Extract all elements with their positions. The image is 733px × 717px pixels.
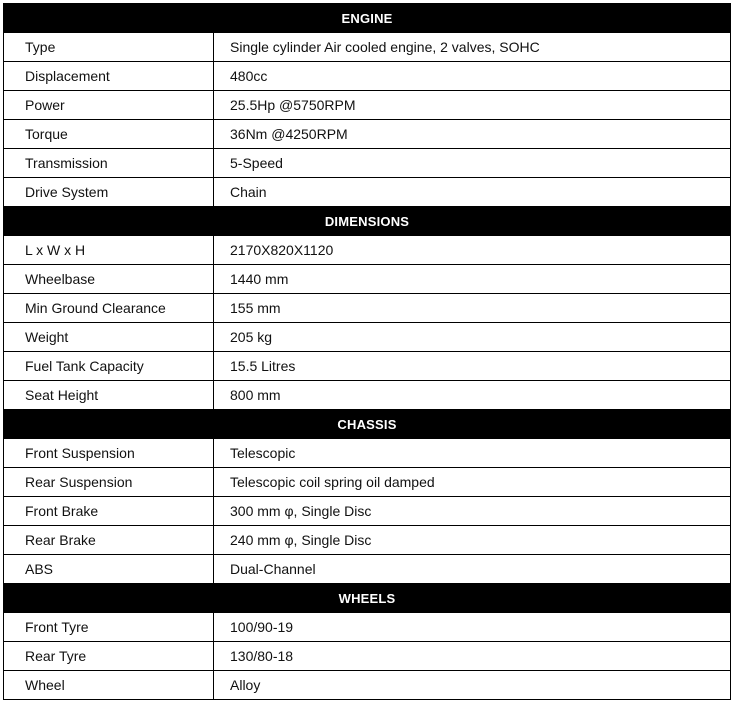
- section-title: DIMENSIONS: [4, 207, 731, 236]
- spec-value: 480cc: [214, 62, 731, 91]
- table-row: [4, 178, 731, 207]
- spec-label: Weight: [4, 323, 214, 352]
- spec-label: Min Ground Clearance: [4, 294, 214, 323]
- spec-label: Displacement: [4, 62, 214, 91]
- table-row: [4, 526, 731, 555]
- table-row: [4, 497, 731, 526]
- spec-label: Rear Brake: [4, 526, 214, 555]
- spec-label: Drive System: [4, 178, 214, 207]
- table-row: [4, 323, 731, 352]
- spec-label: Wheel: [4, 671, 214, 700]
- table-row: [4, 671, 731, 700]
- spec-value: Dual-Channel: [214, 555, 731, 584]
- table-row: [4, 381, 731, 410]
- table-row: [4, 62, 731, 91]
- table-row: [4, 149, 731, 178]
- spec-table: [3, 3, 731, 700]
- section-header-chassis: [4, 410, 731, 439]
- spec-value: 5-Speed: [214, 149, 731, 178]
- spec-value: 130/80-18: [214, 642, 731, 671]
- spec-value: Chain: [214, 178, 731, 207]
- spec-label: Wheelbase: [4, 265, 214, 294]
- table-row: [4, 91, 731, 120]
- spec-label: Fuel Tank Capacity: [4, 352, 214, 381]
- spec-label: Rear Suspension: [4, 468, 214, 497]
- table-row: [4, 642, 731, 671]
- section-title: WHEELS: [4, 584, 731, 613]
- spec-value: 36Nm @4250RPM: [214, 120, 731, 149]
- table-row: [4, 236, 731, 265]
- spec-value: 15.5 Litres: [214, 352, 731, 381]
- spec-value: 800 mm: [214, 381, 731, 410]
- table-row: [4, 555, 731, 584]
- section-title: CHASSIS: [4, 410, 731, 439]
- table-row: [4, 120, 731, 149]
- spec-label: Front Tyre: [4, 613, 214, 642]
- spec-value: 25.5Hp @5750RPM: [214, 91, 731, 120]
- spec-label: Type: [4, 33, 214, 62]
- section-header-engine: [4, 4, 731, 33]
- spec-value: 300 mm φ, Single Disc: [214, 497, 731, 526]
- spec-value: 240 mm φ, Single Disc: [214, 526, 731, 555]
- spec-value: 2170X820X1120: [214, 236, 731, 265]
- section-header-wheels: [4, 584, 731, 613]
- spec-value: Alloy: [214, 671, 731, 700]
- spec-value: 1440 mm: [214, 265, 731, 294]
- spec-value: 155 mm: [214, 294, 731, 323]
- spec-label: Power: [4, 91, 214, 120]
- spec-value: Telescopic coil spring oil damped: [214, 468, 731, 497]
- table-row: [4, 613, 731, 642]
- spec-label: Front Brake: [4, 497, 214, 526]
- spec-value: 100/90-19: [214, 613, 731, 642]
- table-row: [4, 352, 731, 381]
- table-row: [4, 468, 731, 497]
- section-header-dimensions: [4, 207, 731, 236]
- spec-label: Torque: [4, 120, 214, 149]
- table-row: [4, 294, 731, 323]
- spec-value: Single cylinder Air cooled engine, 2 valves, SOHC: [214, 33, 731, 62]
- spec-label: Seat Height: [4, 381, 214, 410]
- table-row: [4, 265, 731, 294]
- table-row: [4, 439, 731, 468]
- spec-label: L x W x H: [4, 236, 214, 265]
- spec-value: Telescopic: [214, 439, 731, 468]
- spec-label: Rear Tyre: [4, 642, 214, 671]
- table-row: [4, 33, 731, 62]
- spec-label: ABS: [4, 555, 214, 584]
- section-title: ENGINE: [4, 4, 731, 33]
- spec-label: Front Suspension: [4, 439, 214, 468]
- spec-value: 205 kg: [214, 323, 731, 352]
- spec-label: Transmission: [4, 149, 214, 178]
